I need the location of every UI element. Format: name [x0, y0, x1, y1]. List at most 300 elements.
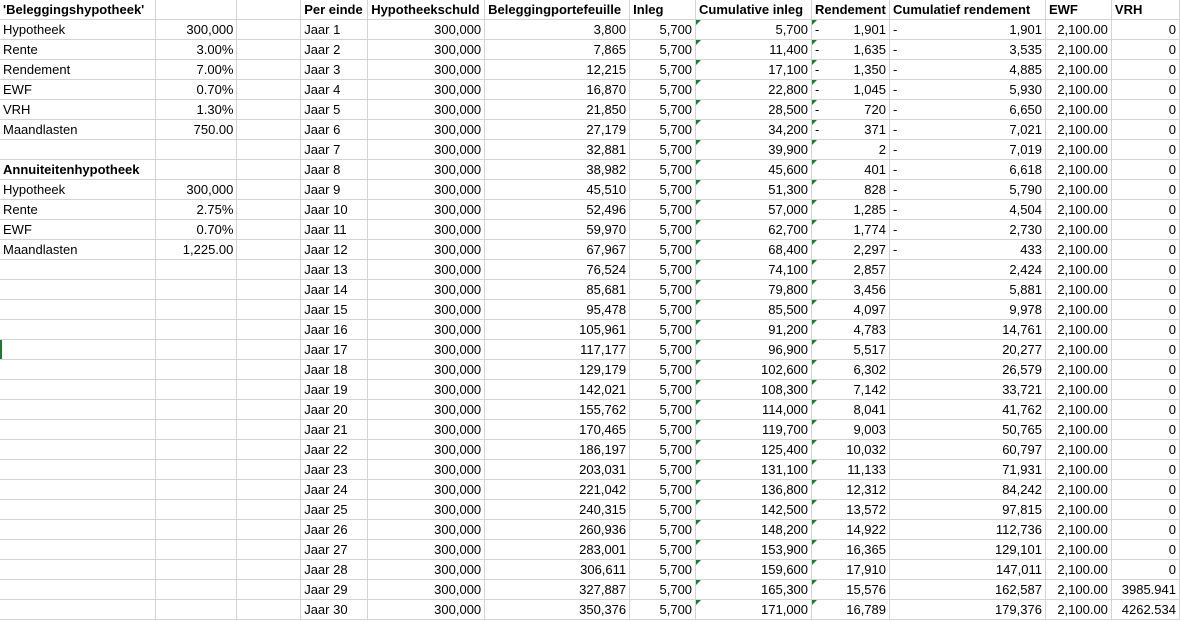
cumulatief-rendement-cell[interactable]: [890, 240, 1046, 260]
empty-cell[interactable]: [237, 260, 301, 280]
schuld-cell[interactable]: 300,000: [368, 580, 485, 600]
cumulatief-rendement-cell[interactable]: [890, 340, 1046, 360]
port-cell[interactable]: 16,870: [485, 80, 630, 100]
rendement-cell[interactable]: [812, 500, 890, 520]
inleg-cell[interactable]: 5,700: [630, 280, 696, 300]
rendement-cell[interactable]: [812, 200, 890, 220]
cum-cell[interactable]: 17,100: [696, 60, 812, 80]
ewf-cell[interactable]: 2,100.00: [1045, 520, 1111, 540]
cum-cell[interactable]: 62,700: [696, 220, 812, 240]
cum-cell[interactable]: 91,200: [696, 320, 812, 340]
inleg-cell[interactable]: 5,700: [630, 80, 696, 100]
empty-cell[interactable]: [237, 600, 301, 620]
vrh-cell[interactable]: 0: [1111, 220, 1179, 240]
inleg-cell[interactable]: 5,700: [630, 160, 696, 180]
rendement-cell[interactable]: [812, 380, 890, 400]
param-label-cell[interactable]: EWF: [0, 80, 156, 100]
empty-cell[interactable]: [0, 520, 156, 540]
empty-cell[interactable]: [156, 380, 237, 400]
cumulatief-rendement-cell[interactable]: [890, 220, 1046, 240]
vrh-cell[interactable]: 0: [1111, 140, 1179, 160]
vrh-cell[interactable]: 0: [1111, 360, 1179, 380]
port-cell[interactable]: 45,510: [485, 180, 630, 200]
empty-cell[interactable]: [156, 300, 237, 320]
port-cell[interactable]: 27,179: [485, 120, 630, 140]
param-label-cell[interactable]: Hypotheek: [0, 180, 156, 200]
vrh-cell[interactable]: 0: [1111, 20, 1179, 40]
per-cell[interactable]: Jaar 24: [301, 480, 368, 500]
rendement-cell[interactable]: [812, 160, 890, 180]
empty-cell[interactable]: [0, 560, 156, 580]
ewf-cell[interactable]: 2,100.00: [1045, 180, 1111, 200]
ewf-cell[interactable]: 2,100.00: [1045, 80, 1111, 100]
empty-cell[interactable]: [0, 140, 156, 160]
rendement-cell[interactable]: [812, 320, 890, 340]
port-cell[interactable]: 327,887: [485, 580, 630, 600]
port-cell[interactable]: 38,982: [485, 160, 630, 180]
empty-cell[interactable]: [156, 260, 237, 280]
ewf-cell[interactable]: 2,100.00: [1045, 140, 1111, 160]
inleg-cell[interactable]: 5,700: [630, 120, 696, 140]
inleg-cell[interactable]: 5,700: [630, 460, 696, 480]
schuld-cell[interactable]: 300,000: [368, 140, 485, 160]
schuld-cell[interactable]: 300,000: [368, 520, 485, 540]
ewf-cell[interactable]: 2,100.00: [1045, 420, 1111, 440]
rendement-cell[interactable]: [812, 20, 890, 40]
per-cell[interactable]: Jaar 10: [301, 200, 368, 220]
param-label-cell[interactable]: Maandlasten: [0, 240, 156, 260]
per-cell[interactable]: Jaar 21: [301, 420, 368, 440]
cumulatief-rendement-cell[interactable]: [890, 160, 1046, 180]
schuld-cell[interactable]: 300,000: [368, 380, 485, 400]
schuld-cell[interactable]: 300,000: [368, 100, 485, 120]
schuld-cell[interactable]: 300,000: [368, 480, 485, 500]
empty-cell[interactable]: [237, 180, 301, 200]
empty-cell[interactable]: [237, 0, 301, 20]
vrh-cell[interactable]: 0: [1111, 60, 1179, 80]
vrh-cell[interactable]: 0: [1111, 480, 1179, 500]
per-cell[interactable]: Jaar 17: [301, 340, 368, 360]
inleg-cell[interactable]: 5,700: [630, 260, 696, 280]
inleg-cell[interactable]: 5,700: [630, 420, 696, 440]
port-cell[interactable]: 67,967: [485, 240, 630, 260]
inleg-cell[interactable]: 5,700: [630, 200, 696, 220]
port-cell[interactable]: 283,001: [485, 540, 630, 560]
cumulatief-rendement-cell[interactable]: [890, 380, 1046, 400]
ewf-cell[interactable]: 2,100.00: [1045, 600, 1111, 620]
cumulatief-rendement-cell[interactable]: [890, 520, 1046, 540]
empty-cell[interactable]: [156, 160, 237, 180]
cum-cell[interactable]: 108,300: [696, 380, 812, 400]
vrh-cell[interactable]: 0: [1111, 340, 1179, 360]
column-header-schuld[interactable]: Hypotheekschuld: [368, 0, 485, 20]
ewf-cell[interactable]: 2,100.00: [1045, 60, 1111, 80]
empty-cell[interactable]: [237, 80, 301, 100]
ewf-cell[interactable]: 2,100.00: [1045, 20, 1111, 40]
cumulatief-rendement-cell[interactable]: [890, 500, 1046, 520]
param-value-cell[interactable]: 0.70%: [156, 220, 237, 240]
param-value-cell[interactable]: 3.00%: [156, 40, 237, 60]
port-cell[interactable]: 170,465: [485, 420, 630, 440]
ewf-cell[interactable]: 2,100.00: [1045, 480, 1111, 500]
vrh-cell[interactable]: 0: [1111, 520, 1179, 540]
cum-cell[interactable]: 68,400: [696, 240, 812, 260]
param-label-cell[interactable]: Rendement: [0, 60, 156, 80]
schuld-cell[interactable]: 300,000: [368, 360, 485, 380]
cumulatief-rendement-cell[interactable]: [890, 20, 1046, 40]
rendement-cell[interactable]: [812, 240, 890, 260]
per-cell[interactable]: Jaar 7: [301, 140, 368, 160]
rendement-cell[interactable]: [812, 180, 890, 200]
cumulatief-rendement-cell[interactable]: [890, 420, 1046, 440]
cum-cell[interactable]: 45,600: [696, 160, 812, 180]
empty-cell[interactable]: [156, 580, 237, 600]
empty-cell[interactable]: [237, 140, 301, 160]
cum-cell[interactable]: 96,900: [696, 340, 812, 360]
port-cell[interactable]: 7,865: [485, 40, 630, 60]
empty-cell[interactable]: [237, 320, 301, 340]
vrh-cell[interactable]: 0: [1111, 500, 1179, 520]
schuld-cell[interactable]: 300,000: [368, 320, 485, 340]
inleg-cell[interactable]: 5,700: [630, 380, 696, 400]
cumulatief-rendement-cell[interactable]: [890, 540, 1046, 560]
per-cell[interactable]: Jaar 4: [301, 80, 368, 100]
ewf-cell[interactable]: 2,100.00: [1045, 460, 1111, 480]
param-label-cell[interactable]: Annuiteitenhypotheek: [0, 160, 156, 180]
cum-cell[interactable]: 165,300: [696, 580, 812, 600]
inleg-cell[interactable]: 5,700: [630, 60, 696, 80]
port-cell[interactable]: 203,031: [485, 460, 630, 480]
empty-cell[interactable]: [0, 400, 156, 420]
param-label-cell[interactable]: EWF: [0, 220, 156, 240]
ewf-cell[interactable]: 2,100.00: [1045, 380, 1111, 400]
schuld-cell[interactable]: 300,000: [368, 220, 485, 240]
inleg-cell[interactable]: 5,700: [630, 180, 696, 200]
empty-cell[interactable]: [156, 320, 237, 340]
per-cell[interactable]: Jaar 14: [301, 280, 368, 300]
empty-cell[interactable]: [237, 200, 301, 220]
empty-cell[interactable]: [237, 520, 301, 540]
vrh-cell[interactable]: 0: [1111, 440, 1179, 460]
vrh-cell[interactable]: 0: [1111, 260, 1179, 280]
schuld-cell[interactable]: 300,000: [368, 460, 485, 480]
rendement-cell[interactable]: [812, 60, 890, 80]
cumulatief-rendement-cell[interactable]: [890, 480, 1046, 500]
empty-cell[interactable]: [156, 140, 237, 160]
cum-cell[interactable]: 5,700: [696, 20, 812, 40]
schuld-cell[interactable]: 300,000: [368, 500, 485, 520]
param-value-cell[interactable]: 0.70%: [156, 80, 237, 100]
inleg-cell[interactable]: 5,700: [630, 140, 696, 160]
column-header-per[interactable]: Per einde: [301, 0, 368, 20]
rendement-cell[interactable]: [812, 80, 890, 100]
empty-cell[interactable]: [0, 260, 156, 280]
vrh-cell[interactable]: 0: [1111, 240, 1179, 260]
cum-cell[interactable]: 171,000: [696, 600, 812, 620]
schuld-cell[interactable]: 300,000: [368, 240, 485, 260]
rendement-cell[interactable]: [812, 140, 890, 160]
cum-cell[interactable]: 28,500: [696, 100, 812, 120]
ewf-cell[interactable]: 2,100.00: [1045, 360, 1111, 380]
empty-cell[interactable]: [156, 520, 237, 540]
inleg-cell[interactable]: 5,700: [630, 400, 696, 420]
inleg-cell[interactable]: 5,700: [630, 100, 696, 120]
cum-cell[interactable]: 125,400: [696, 440, 812, 460]
per-cell[interactable]: Jaar 23: [301, 460, 368, 480]
ewf-cell[interactable]: 2,100.00: [1045, 440, 1111, 460]
vrh-cell[interactable]: 0: [1111, 320, 1179, 340]
cum-cell[interactable]: 119,700: [696, 420, 812, 440]
empty-cell[interactable]: [156, 480, 237, 500]
cumulatief-rendement-cell[interactable]: [890, 280, 1046, 300]
empty-cell[interactable]: [156, 600, 237, 620]
ewf-cell[interactable]: 2,100.00: [1045, 220, 1111, 240]
empty-cell[interactable]: [156, 500, 237, 520]
param-value-cell[interactable]: 300,000: [156, 180, 237, 200]
cumulatief-rendement-cell[interactable]: [890, 300, 1046, 320]
vrh-cell[interactable]: 0: [1111, 400, 1179, 420]
port-cell[interactable]: 52,496: [485, 200, 630, 220]
empty-cell[interactable]: [0, 360, 156, 380]
empty-cell[interactable]: [237, 380, 301, 400]
ewf-cell[interactable]: 2,100.00: [1045, 120, 1111, 140]
rendement-cell[interactable]: [812, 460, 890, 480]
per-cell[interactable]: Jaar 8: [301, 160, 368, 180]
vrh-cell[interactable]: 0: [1111, 460, 1179, 480]
empty-cell[interactable]: [237, 300, 301, 320]
schuld-cell[interactable]: 300,000: [368, 80, 485, 100]
rendement-cell[interactable]: [812, 260, 890, 280]
rendement-cell[interactable]: [812, 540, 890, 560]
cumulatief-rendement-cell[interactable]: [890, 580, 1046, 600]
ewf-cell[interactable]: 2,100.00: [1045, 100, 1111, 120]
empty-cell[interactable]: [0, 380, 156, 400]
ewf-cell[interactable]: 2,100.00: [1045, 540, 1111, 560]
empty-cell[interactable]: [0, 480, 156, 500]
per-cell[interactable]: Jaar 15: [301, 300, 368, 320]
per-cell[interactable]: Jaar 6: [301, 120, 368, 140]
cum-cell[interactable]: 153,900: [696, 540, 812, 560]
empty-cell[interactable]: [156, 440, 237, 460]
column-header-rend[interactable]: Rendement: [812, 0, 890, 20]
per-cell[interactable]: Jaar 1: [301, 20, 368, 40]
empty-cell[interactable]: [0, 420, 156, 440]
cum-cell[interactable]: 39,900: [696, 140, 812, 160]
port-cell[interactable]: 32,881: [485, 140, 630, 160]
inleg-cell[interactable]: 5,700: [630, 600, 696, 620]
cumulatief-rendement-cell[interactable]: [890, 360, 1046, 380]
rendement-cell[interactable]: [812, 420, 890, 440]
ewf-cell[interactable]: 2,100.00: [1045, 40, 1111, 60]
rendement-cell[interactable]: [812, 520, 890, 540]
inleg-cell[interactable]: 5,700: [630, 20, 696, 40]
empty-cell[interactable]: [237, 500, 301, 520]
empty-cell[interactable]: [237, 280, 301, 300]
schuld-cell[interactable]: 300,000: [368, 340, 485, 360]
param-label-cell[interactable]: Rente: [0, 200, 156, 220]
empty-cell[interactable]: [0, 280, 156, 300]
cum-cell[interactable]: 74,100: [696, 260, 812, 280]
empty-cell[interactable]: [0, 460, 156, 480]
schuld-cell[interactable]: 300,000: [368, 60, 485, 80]
vrh-cell[interactable]: 0: [1111, 280, 1179, 300]
empty-cell[interactable]: [0, 320, 156, 340]
inleg-cell[interactable]: 5,700: [630, 40, 696, 60]
vrh-cell[interactable]: 0: [1111, 540, 1179, 560]
rendement-cell[interactable]: [812, 400, 890, 420]
column-header-cumr[interactable]: Cumulatief rendement: [890, 0, 1046, 20]
vrh-cell[interactable]: 0: [1111, 120, 1179, 140]
cumulatief-rendement-cell[interactable]: [890, 460, 1046, 480]
empty-cell[interactable]: [237, 220, 301, 240]
cum-cell[interactable]: 85,500: [696, 300, 812, 320]
port-cell[interactable]: 142,021: [485, 380, 630, 400]
ewf-cell[interactable]: 2,100.00: [1045, 500, 1111, 520]
port-cell[interactable]: 186,197: [485, 440, 630, 460]
cumulatief-rendement-cell[interactable]: [890, 600, 1046, 620]
inleg-cell[interactable]: 5,700: [630, 520, 696, 540]
cum-cell[interactable]: 57,000: [696, 200, 812, 220]
per-cell[interactable]: Jaar 9: [301, 180, 368, 200]
cumulatief-rendement-cell[interactable]: [890, 320, 1046, 340]
cum-cell[interactable]: 11,400: [696, 40, 812, 60]
column-header-ewf[interactable]: EWF: [1045, 0, 1111, 20]
ewf-cell[interactable]: 2,100.00: [1045, 580, 1111, 600]
per-cell[interactable]: Jaar 16: [301, 320, 368, 340]
ewf-cell[interactable]: 2,100.00: [1045, 260, 1111, 280]
cum-cell[interactable]: 148,200: [696, 520, 812, 540]
cumulatief-rendement-cell[interactable]: [890, 60, 1046, 80]
cum-cell[interactable]: 34,200: [696, 120, 812, 140]
ewf-cell[interactable]: 2,100.00: [1045, 400, 1111, 420]
inleg-cell[interactable]: 5,700: [630, 500, 696, 520]
per-cell[interactable]: Jaar 19: [301, 380, 368, 400]
inleg-cell[interactable]: 5,700: [630, 220, 696, 240]
inleg-cell[interactable]: 5,700: [630, 580, 696, 600]
port-cell[interactable]: 240,315: [485, 500, 630, 520]
empty-cell[interactable]: [156, 0, 237, 20]
empty-cell[interactable]: [237, 460, 301, 480]
cum-cell[interactable]: 114,000: [696, 400, 812, 420]
per-cell[interactable]: Jaar 25: [301, 500, 368, 520]
cumulatief-rendement-cell[interactable]: [890, 120, 1046, 140]
per-cell[interactable]: Jaar 20: [301, 400, 368, 420]
vrh-cell[interactable]: 0: [1111, 180, 1179, 200]
per-cell[interactable]: Jaar 12: [301, 240, 368, 260]
schuld-cell[interactable]: 300,000: [368, 260, 485, 280]
schuld-cell[interactable]: 300,000: [368, 280, 485, 300]
schuld-cell[interactable]: 300,000: [368, 300, 485, 320]
vrh-cell[interactable]: 3985.941: [1111, 580, 1179, 600]
param-label-cell[interactable]: Maandlasten: [0, 120, 156, 140]
inleg-cell[interactable]: 5,700: [630, 240, 696, 260]
empty-cell[interactable]: [237, 20, 301, 40]
schuld-cell[interactable]: 300,000: [368, 120, 485, 140]
rendement-cell[interactable]: [812, 360, 890, 380]
inleg-cell[interactable]: 5,700: [630, 480, 696, 500]
per-cell[interactable]: Jaar 18: [301, 360, 368, 380]
per-cell[interactable]: Jaar 3: [301, 60, 368, 80]
param-value-cell[interactable]: 1,225.00: [156, 240, 237, 260]
empty-cell[interactable]: [237, 420, 301, 440]
port-cell[interactable]: 85,681: [485, 280, 630, 300]
port-cell[interactable]: 117,177: [485, 340, 630, 360]
empty-cell[interactable]: [156, 460, 237, 480]
ewf-cell[interactable]: 2,100.00: [1045, 300, 1111, 320]
rendement-cell[interactable]: [812, 580, 890, 600]
empty-cell[interactable]: [156, 420, 237, 440]
vrh-cell[interactable]: 0: [1111, 560, 1179, 580]
cum-cell[interactable]: 131,100: [696, 460, 812, 480]
schuld-cell[interactable]: 300,000: [368, 440, 485, 460]
cumulatief-rendement-cell[interactable]: [890, 260, 1046, 280]
empty-cell[interactable]: [0, 580, 156, 600]
column-header-port[interactable]: Beleggingportefeuille: [485, 0, 630, 20]
param-label-cell[interactable]: 'Beleggingshypotheek': [0, 0, 156, 20]
port-cell[interactable]: 129,179: [485, 360, 630, 380]
ewf-cell[interactable]: 2,100.00: [1045, 240, 1111, 260]
port-cell[interactable]: 155,762: [485, 400, 630, 420]
empty-cell[interactable]: [0, 340, 156, 360]
schuld-cell[interactable]: 300,000: [368, 600, 485, 620]
port-cell[interactable]: 21,850: [485, 100, 630, 120]
cum-cell[interactable]: 22,800: [696, 80, 812, 100]
vrh-cell[interactable]: 4262.534: [1111, 600, 1179, 620]
rendement-cell[interactable]: [812, 340, 890, 360]
param-value-cell[interactable]: 300,000: [156, 20, 237, 40]
cumulatief-rendement-cell[interactable]: [890, 560, 1046, 580]
port-cell[interactable]: 3,800: [485, 20, 630, 40]
empty-cell[interactable]: [237, 40, 301, 60]
ewf-cell[interactable]: 2,100.00: [1045, 320, 1111, 340]
empty-cell[interactable]: [237, 480, 301, 500]
empty-cell[interactable]: [237, 100, 301, 120]
empty-cell[interactable]: [237, 340, 301, 360]
schuld-cell[interactable]: 300,000: [368, 200, 485, 220]
empty-cell[interactable]: [156, 540, 237, 560]
per-cell[interactable]: Jaar 22: [301, 440, 368, 460]
param-value-cell[interactable]: 2.75%: [156, 200, 237, 220]
port-cell[interactable]: 306,611: [485, 560, 630, 580]
per-cell[interactable]: Jaar 5: [301, 100, 368, 120]
column-header-inleg[interactable]: Inleg: [630, 0, 696, 20]
per-cell[interactable]: Jaar 13: [301, 260, 368, 280]
empty-cell[interactable]: [156, 560, 237, 580]
vrh-cell[interactable]: 0: [1111, 300, 1179, 320]
empty-cell[interactable]: [156, 280, 237, 300]
rendement-cell[interactable]: [812, 600, 890, 620]
schuld-cell[interactable]: 300,000: [368, 160, 485, 180]
per-cell[interactable]: Jaar 30: [301, 600, 368, 620]
inleg-cell[interactable]: 5,700: [630, 320, 696, 340]
rendement-cell[interactable]: [812, 100, 890, 120]
rendement-cell[interactable]: [812, 560, 890, 580]
cumulatief-rendement-cell[interactable]: [890, 400, 1046, 420]
rendement-cell[interactable]: [812, 280, 890, 300]
cum-cell[interactable]: 79,800: [696, 280, 812, 300]
per-cell[interactable]: Jaar 27: [301, 540, 368, 560]
cum-cell[interactable]: 142,500: [696, 500, 812, 520]
cumulatief-rendement-cell[interactable]: [890, 40, 1046, 60]
cumulatief-rendement-cell[interactable]: [890, 440, 1046, 460]
empty-cell[interactable]: [237, 580, 301, 600]
cumulatief-rendement-cell[interactable]: [890, 200, 1046, 220]
inleg-cell[interactable]: 5,700: [630, 560, 696, 580]
ewf-cell[interactable]: 2,100.00: [1045, 280, 1111, 300]
cumulatief-rendement-cell[interactable]: [890, 100, 1046, 120]
port-cell[interactable]: 12,215: [485, 60, 630, 80]
inleg-cell[interactable]: 5,700: [630, 540, 696, 560]
